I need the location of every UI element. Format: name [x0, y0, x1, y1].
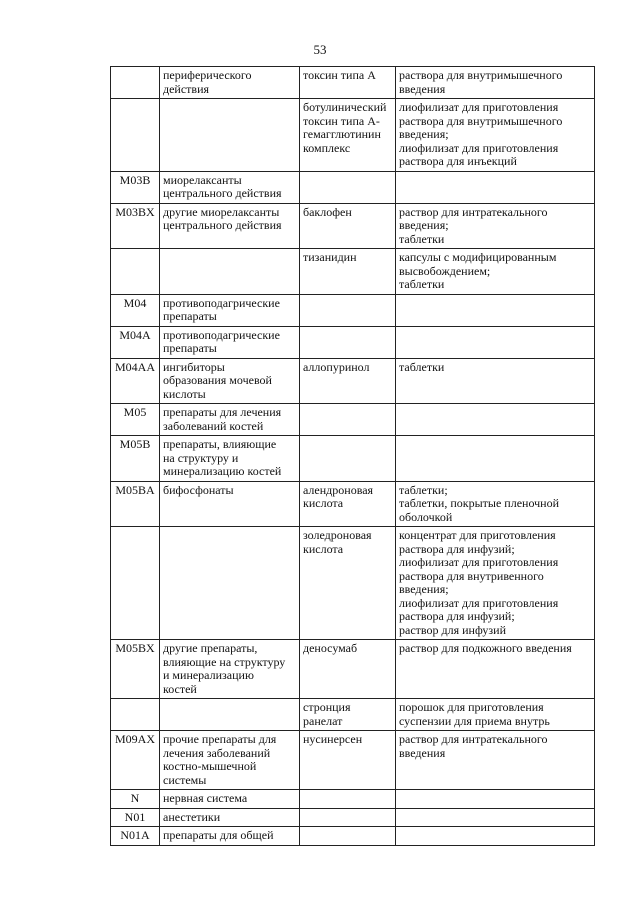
group-name-cell: бифосфонаты [160, 481, 300, 527]
drug-name-cell: алендроновая кислота [300, 481, 396, 527]
dosage-form-cell [396, 808, 595, 827]
atc-code-cell [111, 527, 160, 640]
group-name-cell: противоподагрические препараты [160, 326, 300, 358]
group-name-cell: прочие препараты для лечения заболеваний костно-мышечной системы [160, 731, 300, 790]
drug-name-cell: аллопуринол [300, 358, 396, 404]
table-row [111, 358, 595, 404]
table-row [111, 790, 595, 809]
atc-code-cell: M04 [111, 294, 160, 326]
dosage-form-cell [396, 404, 595, 436]
drug-name-cell: токсин типа А [300, 67, 396, 99]
dosage-form-cell: капсулы с модифицированным высвобождением; таблетки [396, 249, 595, 295]
page-number: 53 [313, 42, 327, 57]
table-row [111, 249, 595, 295]
drug-name-cell [300, 436, 396, 482]
group-name-cell [160, 99, 300, 172]
group-name-cell: другие миорелаксанты центрального действия [160, 203, 300, 249]
atc-code-cell: M05 [111, 404, 160, 436]
atc-code-cell: N01 [111, 808, 160, 827]
atc-code-cell: M03BX [111, 203, 160, 249]
atc-code-cell: M05B [111, 436, 160, 482]
dosage-form-cell: лиофилизат для приготовления раствора для внутримышечного введения; лиофилизат для приготовления раствора для инъекций [396, 99, 595, 172]
dosage-form-cell [396, 436, 595, 482]
dosage-form-cell [396, 827, 595, 846]
atc-code-cell [111, 699, 160, 731]
group-name-cell: противоподагрические препараты [160, 294, 300, 326]
dosage-form-cell: раствор для интратекального введения [396, 731, 595, 790]
atc-code-cell: N [111, 790, 160, 809]
dosage-form-cell: раствор для интратекального введения; таблетки [396, 203, 595, 249]
drug-name-cell: золедроновая кислота [300, 527, 396, 640]
atc-code-cell: M03B [111, 171, 160, 203]
table-row [111, 808, 595, 827]
group-name-cell: ингибиторы образования мочевой кислоты [160, 358, 300, 404]
dosage-form-cell: порошок для приготовления суспензии для приема внутрь [396, 699, 595, 731]
drug-name-cell [300, 404, 396, 436]
table-row [111, 731, 595, 790]
atc-code-cell: N01A [111, 827, 160, 846]
group-name-cell: анестетики [160, 808, 300, 827]
group-name-cell: другие препараты, влияющие на структуру и минерализацию костей [160, 640, 300, 699]
table-row [111, 827, 595, 846]
drug-name-cell [300, 326, 396, 358]
group-name-cell [160, 527, 300, 640]
table-row [111, 481, 595, 527]
atc-code-cell [111, 99, 160, 172]
table-row [111, 326, 595, 358]
group-name-cell: нервная система [160, 790, 300, 809]
group-name-cell: препараты для лечения заболеваний костей [160, 404, 300, 436]
drug-name-cell: стронция ранелат [300, 699, 396, 731]
table-row [111, 171, 595, 203]
dosage-form-cell [396, 790, 595, 809]
atc-code-cell: M05BA [111, 481, 160, 527]
atc-code-cell: M05BX [111, 640, 160, 699]
drug-name-cell: ботулинический токсин типа А- гемагглютинин комплекс [300, 99, 396, 172]
group-name-cell: миорелаксанты центрального действия [160, 171, 300, 203]
dosage-form-cell: концентрат для приготовления раствора для инфузий; лиофилизат для приготовления раствора для внутривенного введения; лиофилизат для приготовления раствора для инфузий; раствор для инфузий [396, 527, 595, 640]
drug-name-cell: тизанидин [300, 249, 396, 295]
drug-name-cell: деносумаб [300, 640, 396, 699]
drug-name-cell: баклофен [300, 203, 396, 249]
table-row [111, 404, 595, 436]
drug-name-cell: нусинерсен [300, 731, 396, 790]
group-name-cell: препараты, влияющие на структуру и минерализацию костей [160, 436, 300, 482]
atc-code-cell: M09AX [111, 731, 160, 790]
atc-code-cell: M04A [111, 326, 160, 358]
drug-name-cell [300, 827, 396, 846]
dosage-form-cell [396, 171, 595, 203]
atc-code-cell [111, 67, 160, 99]
group-name-cell [160, 699, 300, 731]
table-row [111, 527, 595, 640]
atc-code-cell: M04AA [111, 358, 160, 404]
table-row [111, 203, 595, 249]
table-row [111, 436, 595, 482]
table-row [111, 67, 595, 99]
table-row [111, 699, 595, 731]
group-name-cell: препараты для общей [160, 827, 300, 846]
dosage-form-cell: раствор для подкожного введения [396, 640, 595, 699]
dosage-form-cell [396, 294, 595, 326]
drug-name-cell [300, 171, 396, 203]
dosage-form-cell: таблетки; таблетки, покрытые пленочной оболочкой [396, 481, 595, 527]
dosage-form-cell: раствора для внутримышечного введения [396, 67, 595, 99]
group-name-cell [160, 249, 300, 295]
drug-classification-table [110, 66, 595, 846]
drug-name-cell [300, 790, 396, 809]
drug-name-cell [300, 808, 396, 827]
group-name-cell: периферического действия [160, 67, 300, 99]
dosage-form-cell: таблетки [396, 358, 595, 404]
table-row [111, 294, 595, 326]
table-row [111, 640, 595, 699]
atc-code-cell [111, 249, 160, 295]
table-row [111, 99, 595, 172]
dosage-form-cell [396, 326, 595, 358]
drug-name-cell [300, 294, 396, 326]
